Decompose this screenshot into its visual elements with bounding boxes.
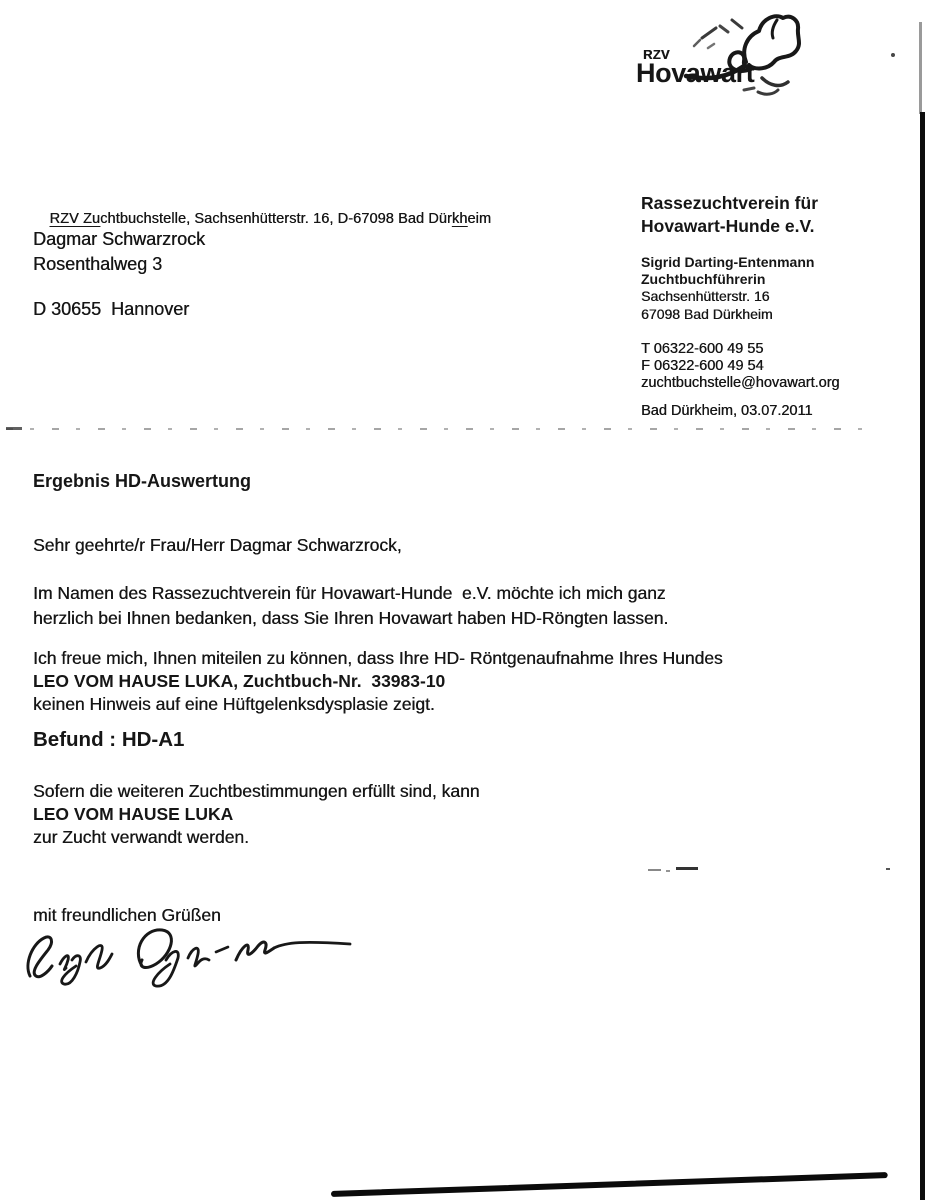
scan-artifact-stroke	[331, 1172, 888, 1196]
befund-line: Befund : HD-A1	[33, 728, 185, 751]
contact-name: Sigrid Darting-Entenmann	[641, 254, 815, 270]
paragraph-line: Sofern die weiteren Zuchtbestimmungen erfüllt sind, kann	[33, 781, 480, 801]
paragraph-line: Im Namen des Rassezuchtverein für Hovawart-Hunde e.V. möchte ich mich ganz	[33, 583, 666, 603]
sender-underlined-part: RZV Zu	[49, 211, 101, 227]
handwritten-signature-icon	[20, 914, 365, 998]
organization-name-line2: Hovawart-Hunde e.V.	[641, 215, 815, 236]
contact-email: zuchtbuchstelle@hovawart.org	[641, 375, 840, 392]
recipient-name: Dagmar Schwarzrock	[33, 229, 206, 249]
subject-line: Ergebnis HD-Auswertung	[33, 471, 252, 491]
fold-mark-dash	[676, 867, 698, 870]
date-line: Bad Dürkheim, 03.07.2011	[641, 403, 813, 419]
recipient-address-block	[33, 227, 205, 277]
contact-street: Sachsenhütterstr. 16	[641, 288, 770, 305]
paragraph-thanks	[33, 581, 668, 630]
salutation: Sehr geehrte/r Frau/Herr Dagmar Schwarzrock,	[33, 535, 402, 555]
sender-return-address: RZV Zuchtbuchstelle, Sachsenhütterstr. 16, D-67098 Bad Dürkheim	[49, 211, 492, 227]
fold-mark-dash	[648, 869, 661, 871]
contact-role: Zuchtbuchführerin	[641, 271, 766, 288]
logo-wordmark: Hovawart	[636, 58, 755, 88]
contact-phone-block	[641, 341, 840, 393]
dog-name-and-studbook-number: LEO VOM HAUSE LUKA, Zuchtbuch-Nr. 33983-10	[33, 671, 446, 692]
logo-rzv-text: RZV	[643, 47, 670, 62]
contact-city: 67098 Bad Dürkheim	[641, 305, 773, 322]
contact-block	[641, 254, 814, 323]
paragraph-line: zur Zucht verwandt werden.	[33, 827, 249, 848]
paragraph-result	[33, 647, 723, 717]
paragraph-line: Ich freue mich, Ihnen miteilen zu können, dass Ihre HD- Röntgenaufnahme Ihres Hundes	[33, 648, 723, 668]
dog-name: LEO VOM HAUSE LUKA	[33, 804, 234, 825]
fold-mark-dash	[6, 427, 22, 430]
contact-fax: F 06322-600 49 54	[641, 358, 764, 375]
fold-mark-line	[6, 428, 864, 430]
recipient-street: Rosenthalweg 3	[33, 254, 163, 274]
contact-phone: T 06322-600 49 55	[641, 341, 764, 357]
organization-name-line1: Rassezuchtverein für	[641, 193, 819, 213]
fold-mark-dash	[886, 868, 890, 870]
scan-edge-line	[919, 22, 922, 114]
recipient-city: D 30655 Hannover	[33, 299, 190, 319]
organization-name-block	[641, 192, 818, 237]
scan-edge-line	[920, 112, 925, 1200]
paragraph-line: keinen Hinweis auf eine Hüftgelenksdysplasie zeigt.	[33, 694, 435, 715]
closing-line: mit freundlichen Grüßen	[33, 905, 221, 925]
paragraph-line: herzlich bei Ihnen bedanken, dass Sie Ihren Hovawart haben HD-Röngten lassen.	[33, 607, 669, 628]
fold-mark-dash	[666, 870, 670, 872]
scan-speck	[891, 53, 895, 57]
paragraph-breeding	[33, 780, 480, 850]
